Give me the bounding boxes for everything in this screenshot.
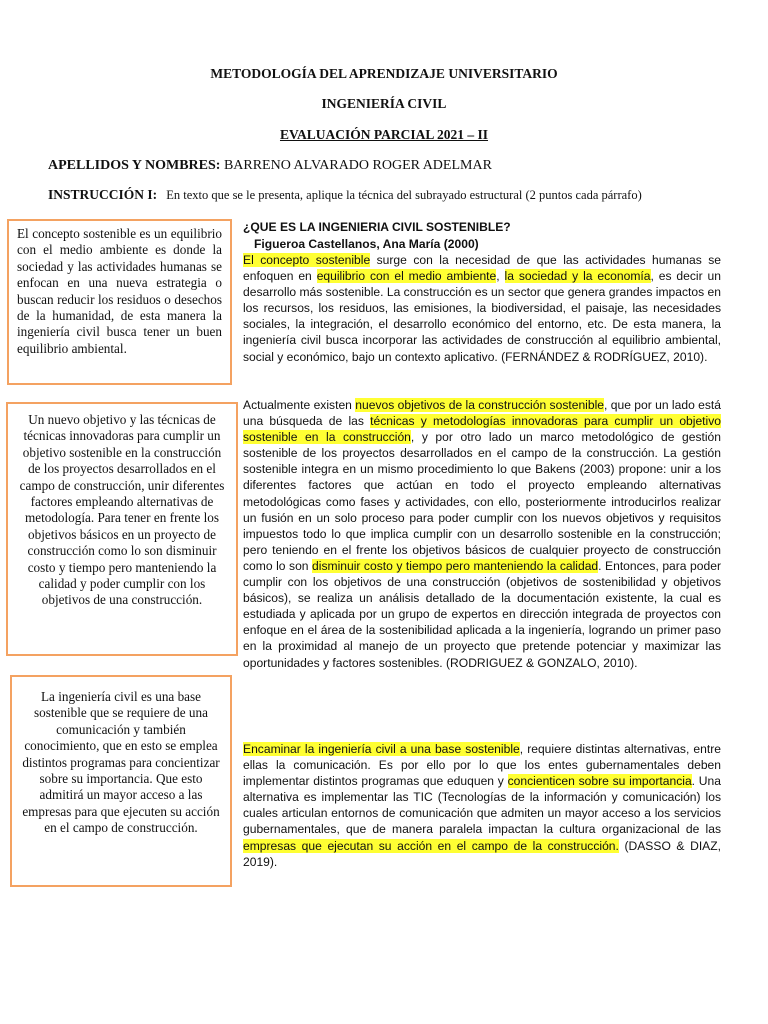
paragraph-2 [243,397,721,671]
article-title: ¿QUE ES LA INGENIERIA CIVIL SOSTENIBLE? [243,220,511,234]
student-name: BARRENO ALVARADO ROGER ADELMAR [223,158,492,173]
instruction-label: INSTRUCCIÓN I: [48,187,158,202]
instruction-line [48,187,748,203]
paragraph-1 [243,252,721,365]
paragraph-text: (DASSO & DIAZ, 2019). [243,838,721,869]
career-title: INGENIERÍA CIVIL [321,96,447,111]
paragraph-text: . Entonces, para poder cumplir con los objetivos de una construcción (objetivos de sostenibilidad y objetivos básicos), se realiza un análisis detallado de la documentación existente, la cual es estudiada y aplicada por un grupo de expertos en dirección integrada de proyectos con enfoque en el área de la sostenibilidad aplicada a la ingeniería, logrando un primer paso en la proximidad al manejo de un proyecto que pretende potenciar y maximizar las oportunidades y factores sostenibles. (RODRIGUEZ & GONZALO, 2010). [243,558,721,670]
exam-title: EVALUACIÓN PARCIAL 2021 – II [279,127,489,142]
highlight: empresas que ejecutan su acción en el campo de la construcción. [243,838,619,853]
paragraph-text: , es decir un desarrollo más sostenible. La construcción es un sector que genera grandes impactos en los recursos, los residuos, las emisiones, la biodiversidad, el paisaje, las necesidades sociales, la integración, el desarrollo económico del entorno, etc. De esta manera, la ingeniería civil busca incorporar las actividades de construcción al equilibrio ambiental, social y económico, bajo un contexto aplicativo. (FERNÁNDEZ & RODRÍGUEZ, 2010). [243,269,721,364]
summary-box-2: Un nuevo objetivo y las técnicas de técnicas innovadoras para cumplir un objetivo sostenible en la construcción de los proyectos desarrollados en el campo de construcción, unir diferentes factores empleando alternativas de metodología. Para tener en frente los objetivos básicos en un proyecto de construcción como lo son disminuir costo y tiempo pero manteniendo la calidad y poder cumplir con los objetivos de una construcción. [6,402,238,656]
highlight: disminuir costo y tiempo pero manteniendo la calidad [312,558,599,573]
course-title: METODOLOGÍA DEL APRENDIZAJE UNIVERSITARIO [210,66,558,81]
paragraph-text: surge con la necesidad de que las actividades humanas se enfoquen en [243,253,721,284]
highlight: la sociedad y la economía [504,269,651,284]
student-label: APELLIDOS Y NOMBRES: [48,158,221,173]
highlight: Encaminar la ingeniería civil a una base sostenible [243,742,520,756]
paragraph-text: . Una alternativa es implementar las TIC (Tecnologías de la información y comunicación) los cuales articulan entornos de comunicación que admiten un mayor acceso a los servicios gubernamentales, que de manera paralela impactan la cultura organizacional de las [243,774,721,837]
article-author: Figueroa Castellanos, Ana María (2000) [254,237,479,251]
paragraph-3 [243,741,721,870]
paragraph-text: , y por otro lado un marco metodológico de gestión sostenible de los proyectos desarrollados en el campo de la construcción. La gestión sostenible integra en un mismo procedimiento lo que Bakens (2003) propone: unir a los diferentes factores que actúan en todo el proyecto empleando alternativas metodológicas como fases y actividades, con ello, posteriormente introducirlos realizar un fusión en un solo proceso para poder cumplir con los nuevos objetivos y requisitos impuestos todo lo que implica cumplir con un desarrollo sostenible en la construcción; pero teniendo en el frente los objetivos básicos de cualquier proyecto de construcción como lo son [243,430,721,573]
highlight: técnicas y metodologías innovadoras para cumplir un objetivo sostenible en la construcción [243,414,721,445]
paragraph-text: , [496,269,505,284]
instruction-text: En texto que se le presenta, aplique la técnica del subrayado estructural (2 puntos cada párrafo) [166,188,642,202]
paragraph-text: Actualmente existen [243,398,356,412]
summary-box-3: La ingeniería civil es una base sostenible que se requiere de una comunicación y también conocimiento, que en esto se emplea distintos programas para concientizar sobre su importancia. Que esto admitirá un mayor acceso a las empresas para que ejecuten su acción en el campo de construcción. [10,675,232,887]
highlight: El concepto sostenible [243,253,371,267]
paragraph-text: , que por un lado está una búsqueda de las [243,398,722,429]
highlight: concienticen sobre su importancia [507,774,692,789]
highlight: equilibrio con el medio ambiente [316,269,497,284]
paragraph-text: , requiere distintas alternativas, entre ellas la comunicación. Es por ello por lo que los entes gubernamentales deben implementar distintos programas que eduquen y [243,742,721,789]
student-line [48,158,492,174]
highlight: nuevos objetivos de la construcción sostenible [355,398,605,412]
summary-box-1: El concepto sostenible es un equilibrio con el medio ambiente es donde la sociedad y las actividades humanas se enfocan en una nueva estrategia o buscan reducir los residuos o desechos de la humanidad, de esta manera la ingeniería civil busca tener un buen equilibrio ambiental. [7,219,232,385]
